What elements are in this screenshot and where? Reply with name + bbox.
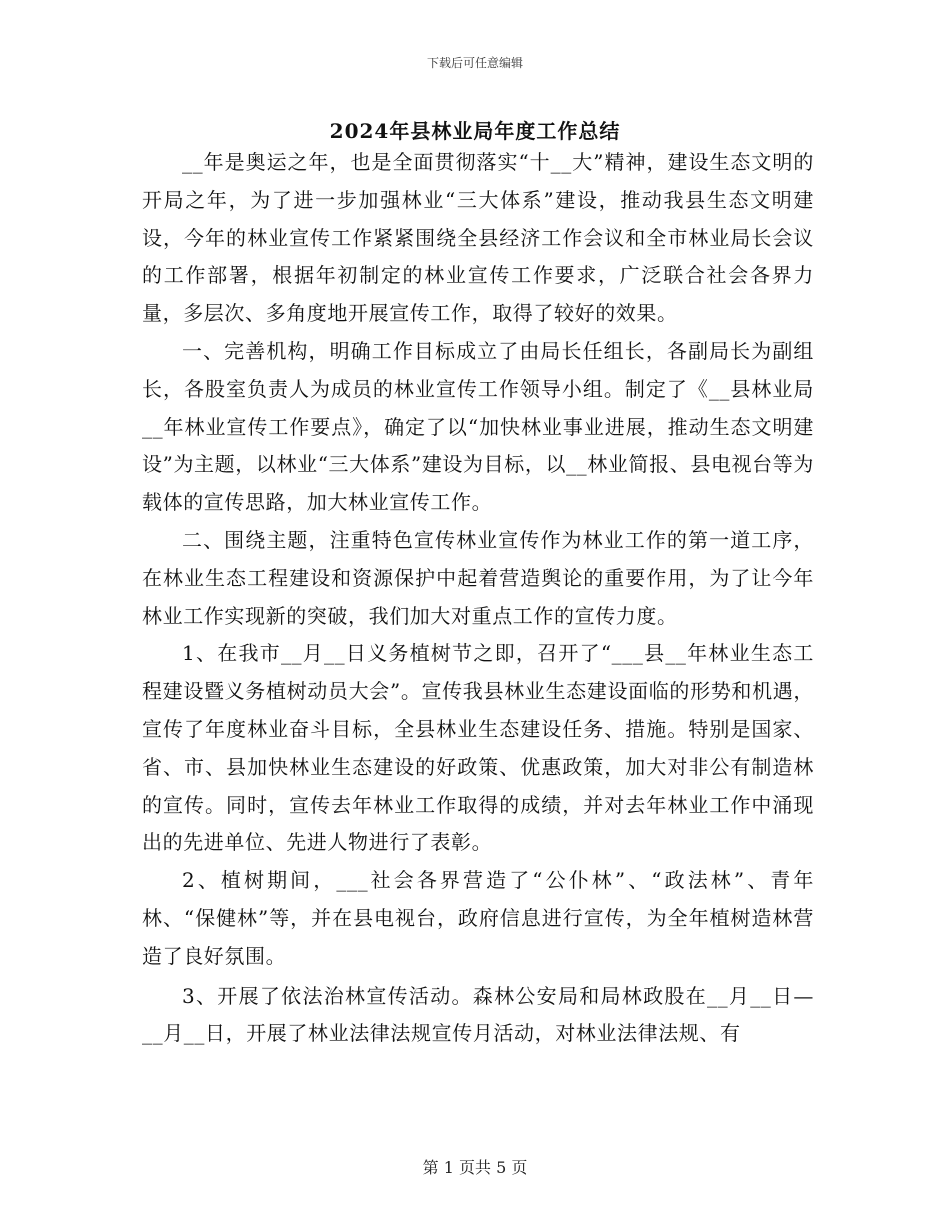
paragraph-item-1: 1、在我市__月__日义务植树节之即，召开了“___县__年林业生态工程建设暨义务植树动员大会”。宣传我县林业生态建设面临的形势和机遇，宣传了年度林业奋斗目标，全县林业生态建设任务、措施。特别是国家、省、市、县加快林业生态建设的好政策、优惠政策，加大对非公有制造林的宣传。同时，宣传去年林业工作取得的成绩，并对去年林业工作中涌现出的先进单位、先进人物进行了表彰。: [142, 641, 814, 855]
paragraph-item-2: 2、植树期间，___社会各界营造了“公仆林”、“政法林”、青年林、“保健林”等，并在县电视台，政府信息进行宣传，为全年植树造林营造了良好氛围。: [142, 868, 814, 968]
header-note: 下载后可任意编辑: [426, 56, 523, 70]
paragraph-item-3: 3、开展了依法治林宣传活动。森林公安局和局林政股在__月__日—__月__日，开展了林业法律法规宣传月活动，对林业法律法规、有: [142, 983, 814, 1046]
paragraph-section-1: 一、完善机构，明确工作目标成立了由局长任组长，各副局长为副组长，各股室负责人为成员的林业宣传工作领导小组。制定了《__县林业局__年林业宣传工作要点》，确定了以“加快林业事业进展，推动生态文明建设”为主题，以林业“三大体系”建设为目标，以__林业简报、县电视台等为载体的宣传思路，加大林业宣传工作。: [142, 338, 814, 515]
paragraph-section-2: 二、围绕主题，注重特色宣传林业宣传作为林业工作的第一道工序，在林业生态工程建设和资源保护中起着营造舆论的重要作用，为了让今年林业工作实现新的突破，我们加大对重点工作的宣传力度。: [142, 527, 814, 628]
document-body: [142, 144, 814, 1053]
page-footer: 第 1 页共 5 页: [422, 1158, 528, 1177]
paragraph-intro: __年是奥运之年，也是全面贯彻落实“十__大”精神，建设生态文明的开局之年，为了进一步加强林业“三大体系”建设，推动我县生态文明建设，今年的林业宣传工作紧紧围绕全县经济工作会议和全市林业局长会议的工作部署，根据年初制定的林业宣传工作要求，广泛联合社会各界力量，多层次、多角度地开展宣传工作，取得了较好的效果。: [142, 150, 814, 326]
document-title: 2024年县林业局年度工作总结: [329, 119, 621, 143]
